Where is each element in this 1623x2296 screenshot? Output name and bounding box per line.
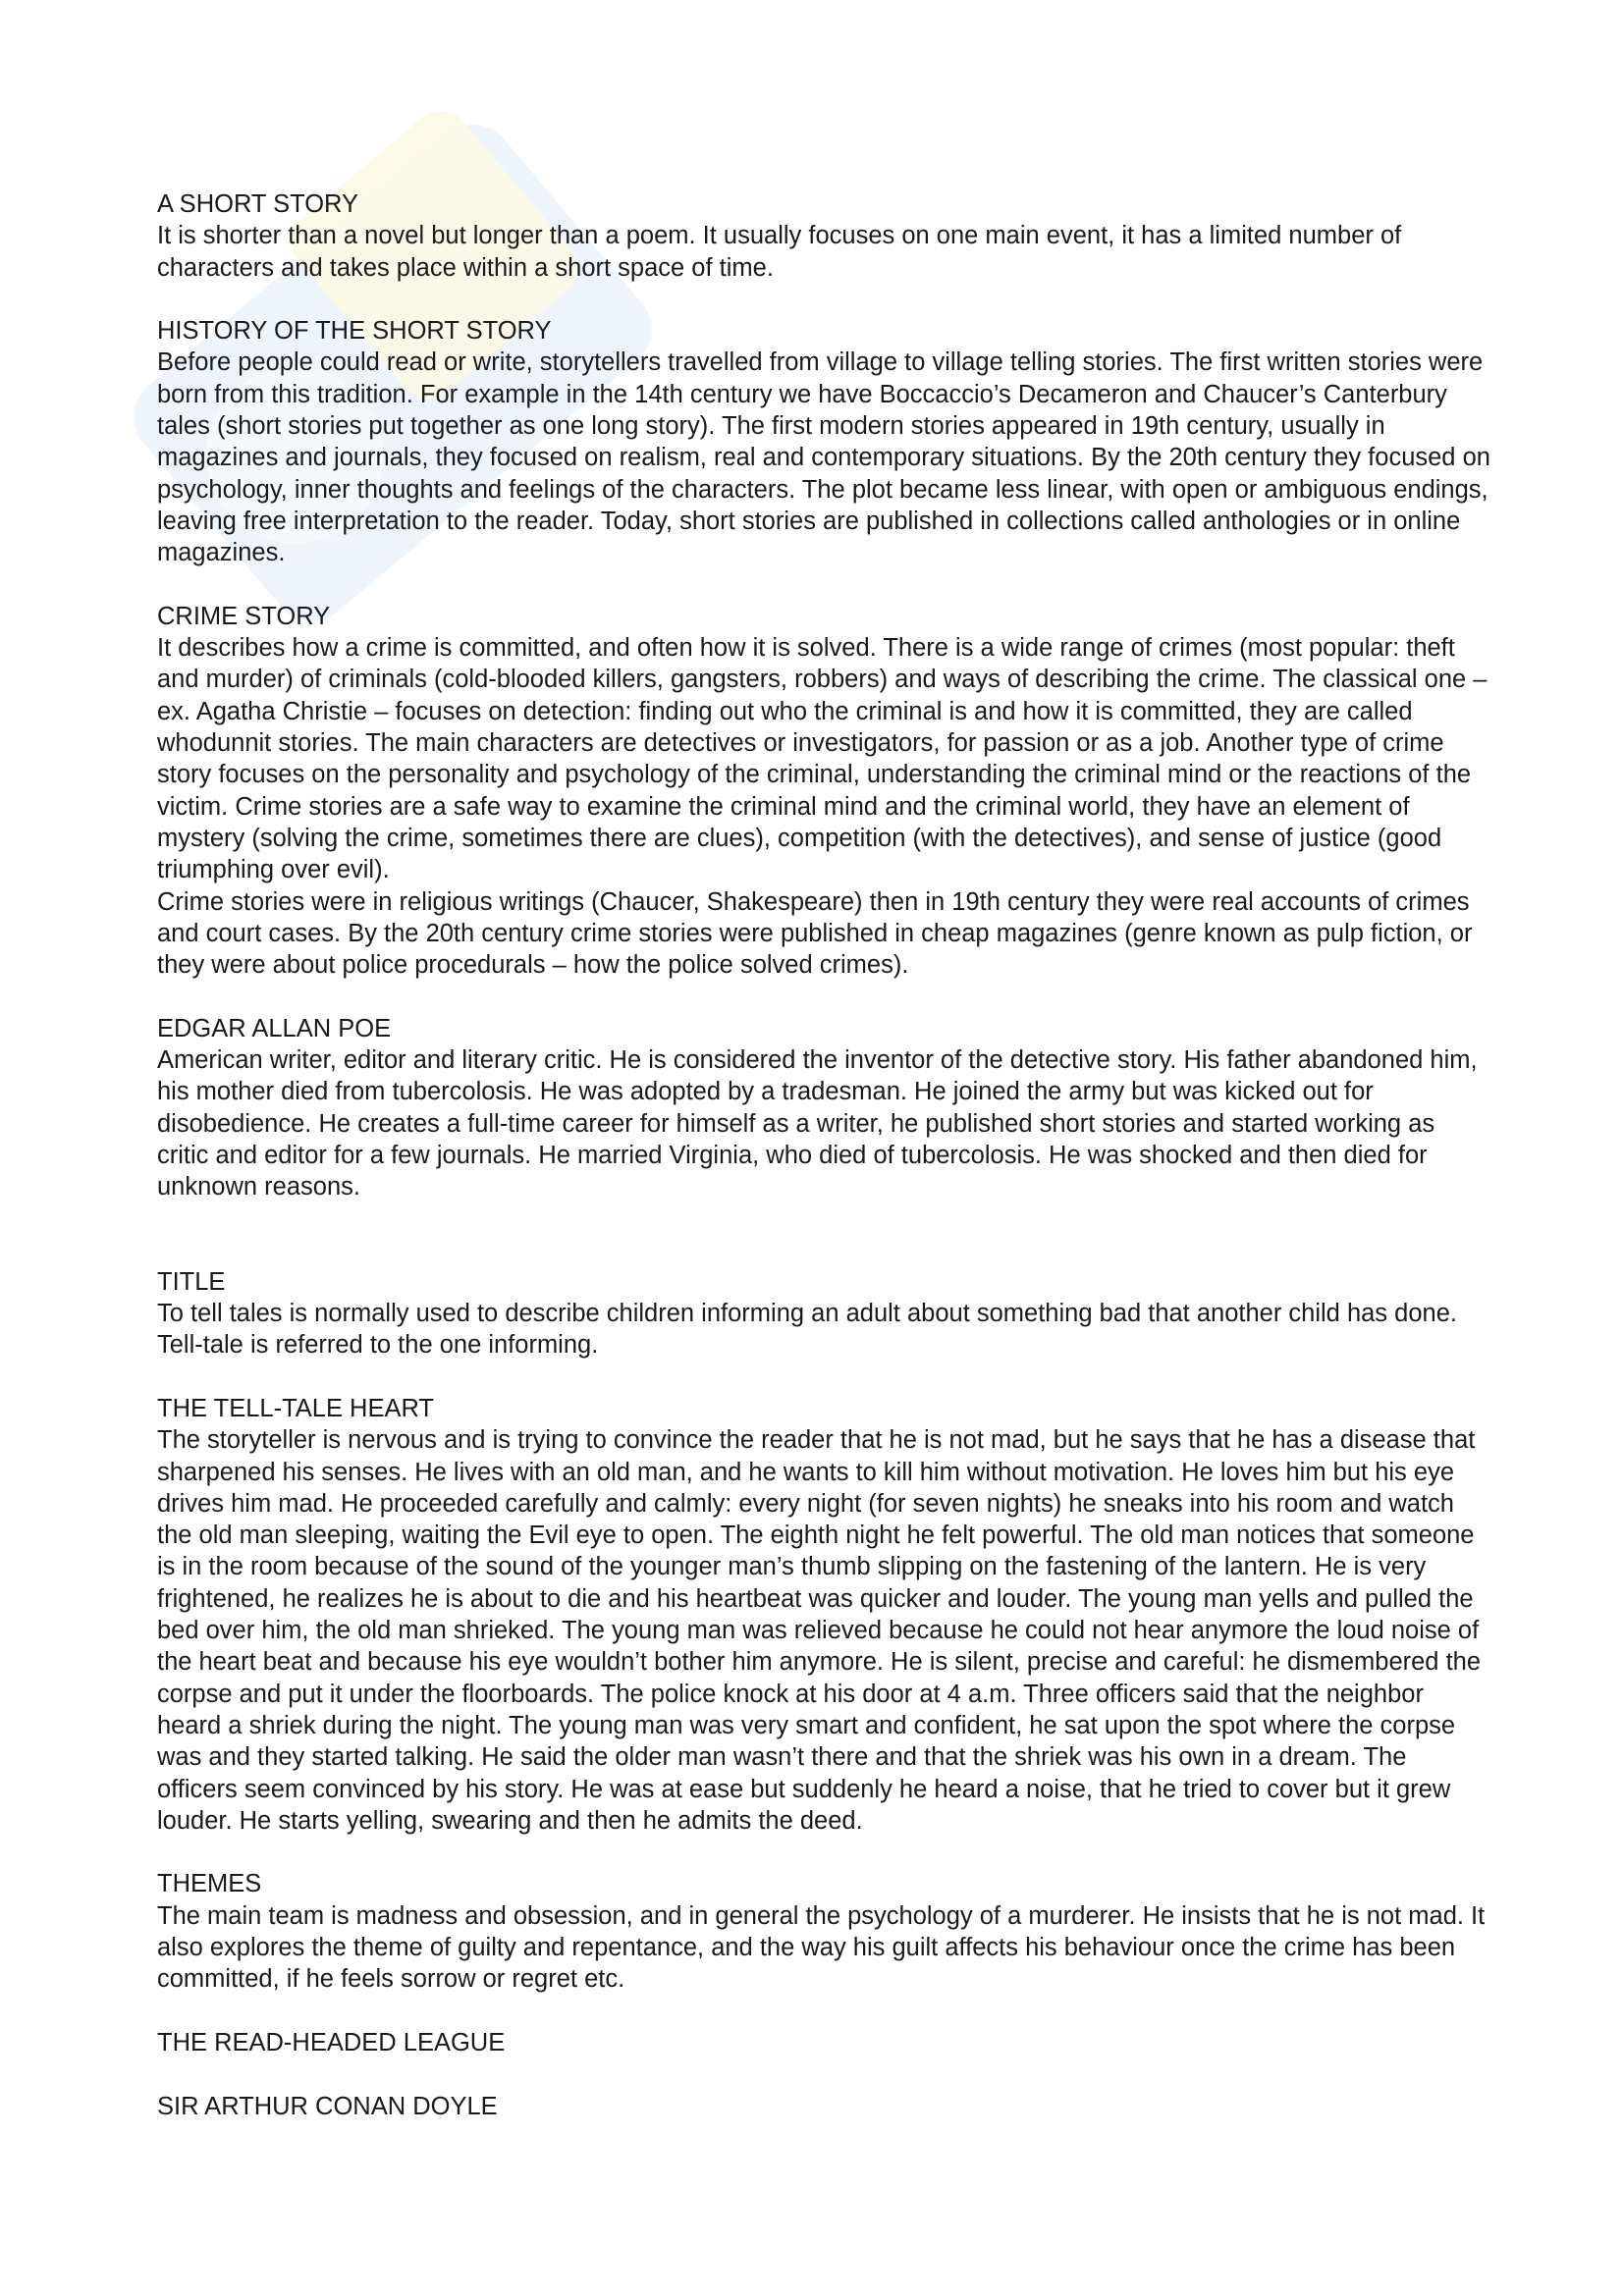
section-heading: THE TELL-TALE HEART — [157, 1394, 434, 1422]
section-heading: HISTORY OF THE SHORT STORY — [157, 317, 552, 346]
section-paragraph: The storyteller is nervous and is trying to convince the reader that he is not mad, but he says that he has a disease that sharpened his senses. He lives with an old man, and he wants to kill him without motivation. He loves him but his eye drives him mad. He proceeded carefully and calmly: every night (for seven nights) he sneaks into his room and watch the old man sleeping, waiting the Evil eye to open. The eighth night he felt powerful. The old man notices that someone is in the room because of the sound of the younger man’s thumb slipping on the fastening of the lantern. He is very frightened, he realizes he is about to die and his heartbeat was quicker and louder. The young man yells and pulled the bed over him, the old man shrieked. The young man was relieved because he could not hear anymore the loud noise of the heart beat and because his eye wouldn’t bother him anymore. He is silent, precise and careful: he dismembered the corpse and put it under the floorboards. The police knock at his door at 4 a.m. Three officers said that the neighbor heard a shriek during the night. The young man was very smart and confident, he sat upon the spot where the corpse was and they started talking. He said the older man wasn’t there and that the shriek was his own in a dream. The officers seem convinced by his story. He was at ease but suddenly he heard a noise, that he tried to cover but it grew louder. He starts yelling, swearing and then he admits the deed. — [157, 1426, 1482, 1835]
section-heading: THE READ-HEADED LEAGUE — [157, 2028, 506, 2056]
section-heading: TITLE — [157, 1267, 226, 1296]
blank-line — [157, 1235, 1492, 1266]
section-history — [157, 315, 1492, 568]
section-heading: EDGAR ALLAN POE — [157, 1014, 392, 1042]
section-paragraph: American writer, editor and literary critic. He is considered the inventor of the detective story. His father abandoned him, his mother died from tubercolosis. He was adopted by a tradesman. He joined the army but was kicked out for disobedience. He creates a full-time career for himself as a writer, he published short stories and started working as critic and editor for a few journals. He married Virginia, who died of tubercolosis. He was shocked and then died for unknown reasons. — [157, 1046, 1478, 1201]
section-heading: THEMES — [157, 1870, 262, 1898]
section-heading: A SHORT STORY — [157, 190, 359, 218]
section-paragraph: To tell tales is normally used to describe children informing an adult about something bad that another child has done. Tell-tale is referred to the one informing. — [157, 1300, 1457, 1360]
section-red-headed-league — [157, 2027, 1492, 2058]
section-heading: CRIME STORY — [157, 602, 331, 630]
section-heading: SIR ARTHUR CONAN DOYLE — [157, 2092, 498, 2120]
section-crime-story — [157, 601, 1492, 982]
section-short-story — [157, 188, 1492, 284]
section-themes — [157, 1868, 1492, 1995]
section-paragraph: The main team is madness and obsession, and in general the psychology of a murderer. He insists that he is not mad. It also explores the theme of guilty and repentance, and the way his guilt affects his behaviour once the crime has been committed, if he feels sorrow or regret etc. — [157, 1901, 1486, 1994]
section-title — [157, 1266, 1492, 1362]
section-paragraph: It describes how a crime is committed, and often how it is solved. There is a wide range of crimes (most popular: theft and murder) of criminals (cold-blooded killers, gangsters, robbers) and ways of describing the crime. The classical one – ex. Agatha Christie – focuses on detection: finding out who the criminal is and how it is committed, they are called whodunnit stories. The main characters are detectives or investigators, for passion or as a job. Another type of crime story focuses on the personality and psychology of the criminal, understanding the criminal mind or the reactions of the victim. Crime stories are a safe way to examine the criminal mind and the criminal world, they have an element of mystery (solving the crime, sometimes there are clues), competition (with the detectives), and sense of justice (good triumphing over evil). — [157, 634, 1488, 884]
document-body — [157, 188, 1492, 2154]
section-tell-tale-heart — [157, 1393, 1492, 1837]
section-paragraph: Crime stories were in religious writings (Chaucer, Shakespeare) then in 19th century they were real accounts of crimes and court cases. By the 20th century crime stories were published in cheap magazines (genre known as pulp fiction, or they were about police procedurals – how the police solved crimes). — [157, 887, 1473, 980]
section-paragraph: Before people could read or write, storytellers travelled from village to village telling stories. The first written stories were born from this tradition. For example in the 14th century we have Boccaccio’s Decameron and Chaucer’s Canterbury tales (short stories put together as one long story). The first modern stories appeared in 19th century, usually in magazines and journals, they focused on realism, real and contemporary situations. By the 20th century they focused on psychology, inner thoughts and feelings of the characters. The plot became less linear, with open or ambiguous endings, leaving free interpretation to the reader. Today, short stories are published in collections called anthologies or in online magazines. — [157, 348, 1490, 567]
section-paragraph: It is shorter than a novel but longer than a poem. It usually focuses on one main event, it has a limited number of characters and takes place within a short space of time. — [157, 222, 1402, 282]
section-conan-doyle — [157, 2091, 1492, 2122]
section-poe — [157, 1013, 1492, 1203]
